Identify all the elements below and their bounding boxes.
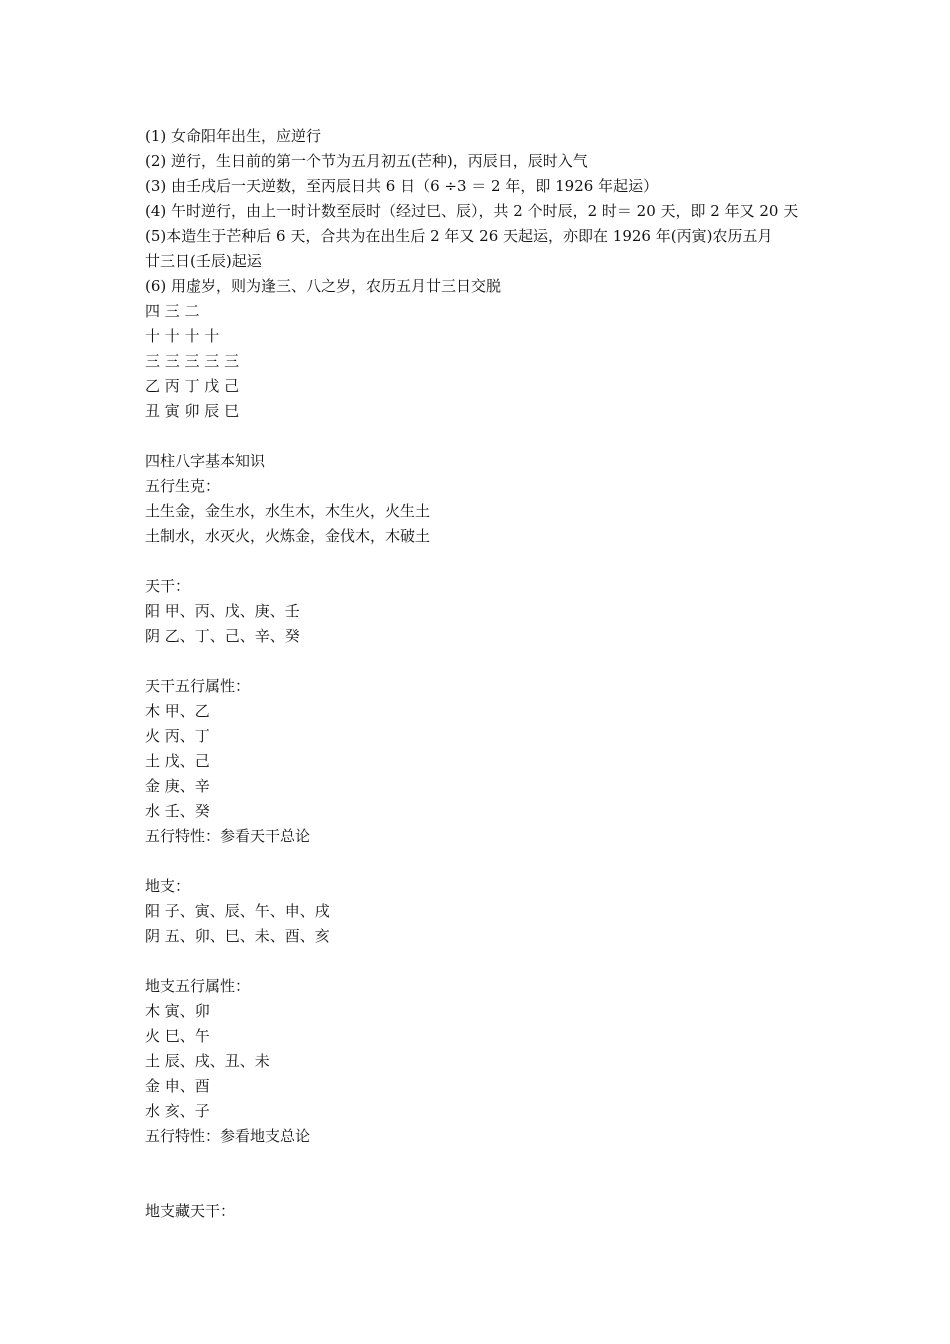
section-heading: 四柱八字基本知识 bbox=[145, 452, 266, 470]
text-line: 五行特性：参看地支总论 bbox=[145, 1127, 311, 1145]
text-line: 五行生克： bbox=[145, 477, 221, 495]
text-line: 五行特性：参看天干总论 bbox=[145, 827, 311, 845]
text-line: 阴 乙、丁、己、辛、癸 bbox=[145, 627, 300, 645]
text-line: (5)本造生于芒种后 6 天，合共为在出生后 2 年又 26 天起运，亦即在 1926 年(丙寅)农历五月 bbox=[145, 227, 773, 245]
blank-line bbox=[145, 649, 825, 674]
text-line: (2) 逆行，生日前的第一个节为五月初五(芒种)，丙辰日，辰时入气 bbox=[145, 152, 588, 170]
text-line: 土 辰、戌、丑、未 bbox=[145, 1052, 270, 1070]
qiyun-calculation-block bbox=[145, 124, 825, 424]
text-line: (6) 用虚岁，则为逢三、八之岁，农历五月廿三日交脱 bbox=[145, 277, 502, 295]
text-line: (3) 由壬戌后一天逆数，至丙辰日共 6 日（6 ÷3 ＝ 2 年，即 1926 年起运） bbox=[145, 177, 659, 195]
text-line: 火 丙、丁 bbox=[145, 727, 210, 745]
text-line: 十 十 十 十 bbox=[145, 327, 220, 345]
tiangan-wuxing-block bbox=[145, 674, 825, 849]
section-heading: 地支： bbox=[145, 877, 191, 895]
text-line: (4) 午时逆行，由上一时计数至辰时（经过巳、辰），共 2 个时辰，2 时＝ 20 天，即 2 年又 20 天 bbox=[145, 202, 799, 220]
text-line: 金 庚、辛 bbox=[145, 777, 210, 795]
text-line: 土生金，金生水，水生木，木生火，火生土 bbox=[145, 502, 431, 520]
text-line: (1) 女命阳年出生，应逆行 bbox=[145, 127, 322, 145]
text-line: 木 甲、乙 bbox=[145, 702, 210, 720]
section-heading: 地支五行属性： bbox=[145, 977, 251, 995]
blank-line bbox=[145, 1149, 825, 1199]
section-heading: 天干五行属性： bbox=[145, 677, 251, 695]
text-line: 阴 五、卯、巳、未、酉、亥 bbox=[145, 927, 330, 945]
blank-line bbox=[145, 849, 825, 874]
text-line: 水 亥、子 bbox=[145, 1102, 210, 1120]
text-line: 三 三 三 三 三 bbox=[145, 352, 240, 370]
wuxing-basics-block bbox=[145, 449, 825, 549]
dizhi-canggan-block bbox=[145, 1199, 825, 1224]
tiangan-block bbox=[145, 574, 825, 649]
text-line: 土 戊、己 bbox=[145, 752, 210, 770]
dizhi-wuxing-block bbox=[145, 974, 825, 1149]
text-line: 水 壬、癸 bbox=[145, 802, 210, 820]
text-line: 丑 寅 卯 辰 巳 bbox=[145, 402, 240, 420]
text-line: 火 巳、午 bbox=[145, 1027, 210, 1045]
section-heading: 地支藏天干： bbox=[145, 1202, 236, 1220]
text-line: 土制水，水灭火，火炼金，金伐木，木破土 bbox=[145, 527, 431, 545]
text-line: 四 三 二 bbox=[145, 302, 200, 320]
blank-line bbox=[145, 949, 825, 974]
blank-line bbox=[145, 424, 825, 449]
dizhi-block bbox=[145, 874, 825, 949]
text-line: 木 寅、卯 bbox=[145, 1002, 210, 1020]
document-page bbox=[145, 124, 825, 1224]
text-line: 阳 甲、丙、戊、庚、壬 bbox=[145, 602, 300, 620]
blank-line bbox=[145, 549, 825, 574]
text-line: 廿三日(壬辰)起运 bbox=[145, 252, 262, 270]
text-line: 金 申、酉 bbox=[145, 1077, 210, 1095]
text-line: 阳 子、寅、辰、午、申、戌 bbox=[145, 902, 330, 920]
text-line: 乙 丙 丁 戊 己 bbox=[145, 377, 240, 395]
section-heading: 天干： bbox=[145, 577, 191, 595]
